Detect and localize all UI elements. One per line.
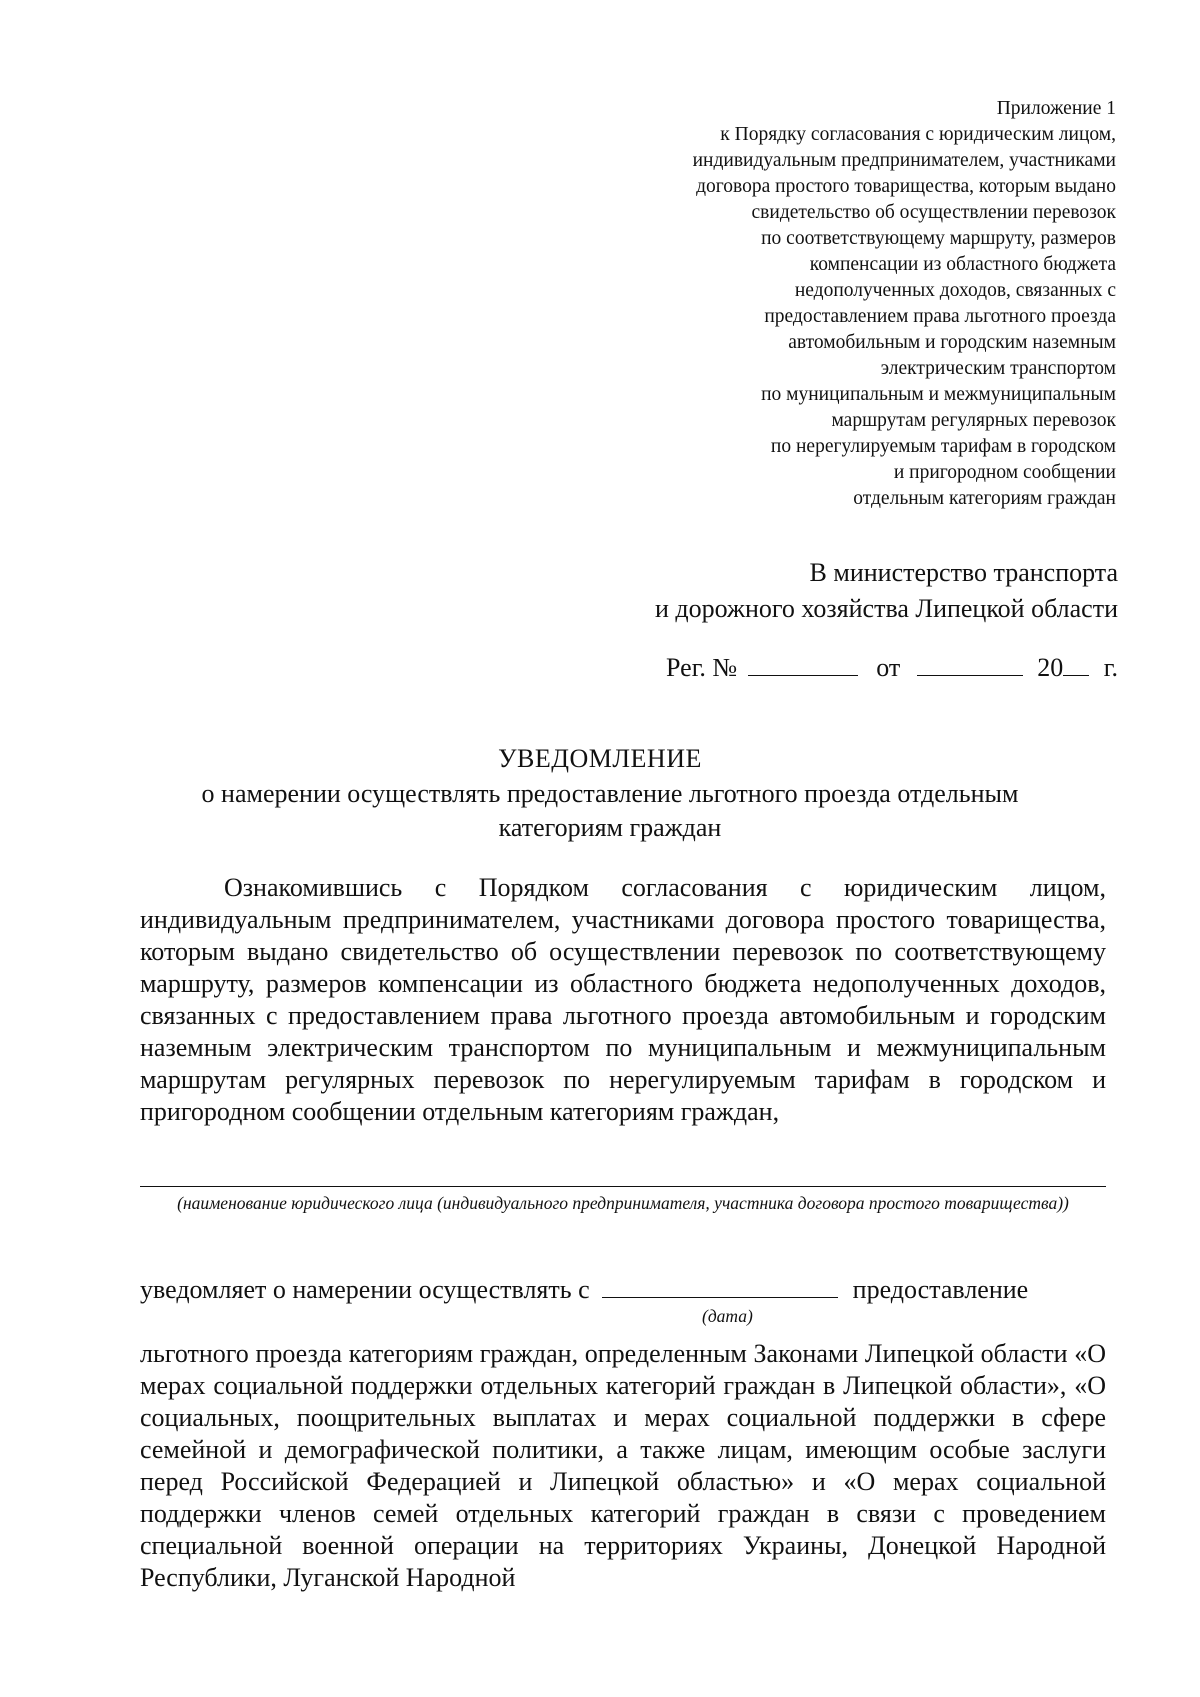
document-subtitle: о намерении осуществлять предоставление льготного проезда отдельным категориям граждан — [201, 779, 1019, 842]
appendix-line: договора простого товарищества, которым выдано — [696, 176, 1116, 197]
appendix-line: электрическим транспортом — [880, 358, 1116, 379]
appendix-line: Приложение 1 — [996, 98, 1116, 119]
appendix-line: и пригородном сообщении — [893, 462, 1116, 483]
organization-name-field[interactable] — [140, 1186, 1106, 1187]
reg-number-field[interactable] — [748, 651, 858, 676]
appendix-line: автомобильным и городским наземным — [788, 332, 1116, 353]
reg-date-field[interactable] — [917, 651, 1023, 676]
registration-line — [666, 651, 1118, 685]
reg-year-suffix: г. — [1103, 653, 1118, 682]
appendix-line: маршрутам регулярных перевозок — [831, 410, 1116, 431]
addressee-line-2: и дорожного хозяйства Липецкой области — [655, 594, 1118, 623]
appendix-line: по нерегулируемым тарифам в городском — [770, 436, 1116, 457]
addressee-line-1: В министерство транспорта — [809, 558, 1118, 587]
date-caption: (дата) — [702, 1306, 753, 1326]
document-title: УВЕДОМЛЕНИЕ — [498, 744, 702, 773]
laws-paragraph: льготного проезда категориям граждан, определенным Законами Липецкой области «О мерах социальной поддержки отдельных категорий граждан в Липецкой области», «О социальных, поощрительных выплатах и мерах социальной поддержки в сфере семейной и демографической политики, а также лицам, имеющим особые заслуги перед Российской Федерацией и Липецкой областью» и «О мерах социальной поддержки членов семей отдельных категорий граждан в связи с проведением специальной военной операции на территориях Украины, Донецкой Народной Республики, Луганской Народной — [140, 1339, 1106, 1592]
appendix-line: индивидуальным предпринимателем, участниками — [692, 150, 1116, 171]
notify-prefix: уведомляет о намерении осуществлять с — [140, 1275, 590, 1304]
organization-name-caption: (наименование юридического лица (индивидуального предпринимателя, участника договора простого товарищества)) — [177, 1193, 1069, 1213]
appendix-line: по соответствующему маршруту, размеров — [761, 228, 1116, 249]
appendix-line: к Порядку согласования с юридическим лицом, — [720, 124, 1116, 145]
addressee-block — [655, 555, 1118, 627]
reg-year-prefix: 20 — [1037, 653, 1064, 682]
appendix-line: по муниципальным и межмуниципальным — [761, 384, 1116, 405]
reg-number-label: Рег. № — [666, 653, 738, 682]
appendix-line: свидетельство об осуществлении перевозок — [751, 202, 1116, 223]
appendix-header — [556, 96, 1116, 512]
notify-suffix: предоставление — [852, 1275, 1029, 1304]
intro-paragraph: Ознакомившись с Порядком согласования с юридическим лицом, индивидуальным предпринимателем, участниками договора простого товарищества, которым выдано свидетельство об осуществлении перевозок по соответствующему маршруту, размеров компенсации из областного бюджета недополученных доходов, связанных с предоставлением права льготного проезда автомобильным и городским наземным электрическим транспортом по муниципальным и межмуниципальным маршрутам регулярных перевозок по нерегулируемым тарифам в городском и пригородном сообщении отдельным категориям граждан, — [140, 873, 1106, 1126]
reg-from-label: от — [876, 653, 901, 682]
appendix-line: недополученных доходов, связанных с — [794, 280, 1116, 301]
reg-year-field[interactable] — [1063, 651, 1089, 676]
notify-line — [140, 1273, 1028, 1306]
appendix-line: отдельным категориям граждан — [853, 488, 1116, 509]
appendix-line: предоставлением права льготного проезда — [764, 306, 1116, 327]
appendix-line: компенсации из областного бюджета — [809, 254, 1116, 275]
start-date-field[interactable] — [602, 1273, 838, 1298]
